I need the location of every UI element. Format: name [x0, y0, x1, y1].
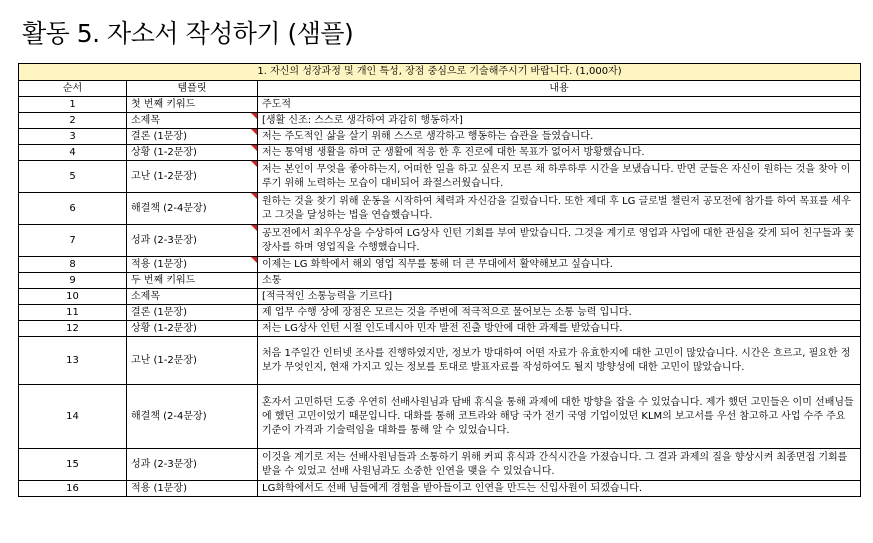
- row-content: 혼자서 고민하던 도중 우연히 선배사원님과 담배 휴식을 통해 과제에 대한 방향을 잡을 수 있었습니다. 제가 했던 고민들은 이미 선배님들에 했던 고민이었기 때문입니다. 대화를 통해 코트라와 해당 국가 전기 국영 기업이었던 KLM의 보고서를 우선 참고하고 사업 수주 주요 기준이 가격과 기술력임을 대화를 통해 알 수 있었습니다.: [258, 385, 861, 449]
- row-number: 2: [19, 113, 127, 129]
- row-template: 두 번째 키워드: [131, 274, 196, 286]
- row-template: 소제목: [131, 114, 160, 126]
- row-content: 저는 본인이 무엇을 좋아하는지, 어떠한 일을 하고 싶은지 모른 채 하루하루 시간을 보냈습니다. 반면 군들은 자신이 원하는 것을 찾아 이루기 위해 노력하는 모습이 대비되어 좌절스러웠습니다.: [258, 161, 861, 193]
- table-row: [19, 97, 861, 113]
- header-row: [19, 81, 861, 97]
- row-template-cell: [127, 273, 258, 289]
- row-number: 10: [19, 289, 127, 305]
- row-content: 제 업무 수행 상에 장점은 모르는 것을 주변에 적극적으로 물어보는 소통 능력 입니다.: [258, 305, 861, 321]
- table-body: [19, 97, 861, 497]
- comment-flag-icon[interactable]: [251, 113, 257, 119]
- row-content: 저는 주도적인 삶을 살기 위해 스스로 생각하고 행동하는 습관을 들였습니다.: [258, 129, 861, 145]
- row-number: 13: [19, 337, 127, 385]
- row-template: 상황 (1-2문장): [131, 146, 197, 158]
- row-number: 6: [19, 193, 127, 225]
- row-template-cell: [127, 225, 258, 257]
- row-template: 고난 (1-2문장): [131, 170, 197, 182]
- row-template: 상황 (1-2문장): [131, 322, 197, 334]
- row-number: 8: [19, 257, 127, 273]
- row-number: 1: [19, 97, 127, 113]
- table-row: [19, 193, 861, 225]
- row-number: 5: [19, 161, 127, 193]
- row-template: 적용 (1문장): [131, 258, 187, 270]
- row-number: 16: [19, 481, 127, 497]
- header-template: 템플릿: [127, 81, 258, 97]
- row-content: 원하는 것을 찾기 위해 운동을 시작하여 체력과 자신감을 길렀습니다. 또한 제대 후 LG 글로벌 챌린저 공모전에 참가를 하여 목표를 세우고 그것을 달성하는 법을 연습했습니다.: [258, 193, 861, 225]
- row-content: 이제는 LG 화학에서 해외 영업 직무를 통해 더 큰 무대에서 활약해보고 싶습니다.: [258, 257, 861, 273]
- row-number: 15: [19, 449, 127, 481]
- table-row: [19, 385, 861, 449]
- table-row: [19, 273, 861, 289]
- table-row: [19, 481, 861, 497]
- table-row: [19, 321, 861, 337]
- row-template-cell: [127, 337, 258, 385]
- row-content: 소통: [258, 273, 861, 289]
- row-template: 적용 (1문장): [131, 482, 187, 494]
- table-row: [19, 129, 861, 145]
- row-content: 저는 통역병 생활을 하며 군 생활에 적응 한 후 진로에 대한 목표가 없어서 방황했습니다.: [258, 145, 861, 161]
- table-row: [19, 257, 861, 273]
- question-title: 1. 자신의 성장과정 및 개인 특성, 장점 중심으로 기술해주시기 바랍니다. (1,000자): [19, 64, 861, 81]
- row-template: 성과 (2-3문장): [131, 458, 197, 470]
- row-number: 4: [19, 145, 127, 161]
- essay-template-table: [18, 63, 861, 497]
- table-row: [19, 337, 861, 385]
- row-template: 결론 (1문장): [131, 130, 187, 142]
- table-row: [19, 449, 861, 481]
- row-template: 성과 (2-3문장): [131, 234, 197, 246]
- row-template-cell: [127, 257, 258, 273]
- table-row: [19, 225, 861, 257]
- table-row: [19, 289, 861, 305]
- header-content: 내용: [258, 81, 861, 97]
- page-title: 활동 5. 자소서 작성하기 (샘플): [22, 19, 354, 48]
- row-template-cell: [127, 113, 258, 129]
- row-content: LG화학에서도 선배 님들에게 경험을 받아들이고 인연을 만드는 신입사원이 되겠습니다.: [258, 481, 861, 497]
- row-content: 처음 1주일간 인터넷 조사를 진행하였지만, 정보가 방대하여 어떤 자료가 유효한지에 대한 고민이 많았습니다. 시간은 흐르고, 필요한 정보가 무엇인지, 현재 가지고 있는 정보를 토대로 발표자료를 작성하여도 될지 방향성에 대한 고민이 많았습니다.: [258, 337, 861, 385]
- row-content: [적극적인 소통능력을 기르다]: [258, 289, 861, 305]
- row-template: 고난 (1-2문장): [131, 354, 197, 366]
- row-template: 소제목: [131, 290, 160, 302]
- row-template-cell: [127, 161, 258, 193]
- row-number: 11: [19, 305, 127, 321]
- header-no: 순서: [19, 81, 127, 97]
- row-template-cell: [127, 481, 258, 497]
- row-template-cell: [127, 321, 258, 337]
- row-content: 공모전에서 최우우상을 수상하여 LG상사 인턴 기회를 부여 받았습니다. 그것을 계기로 영업과 사업에 대한 관심을 갖게 되어 친구들과 꽃 장사를 하며 영업직을 수행했습니다.: [258, 225, 861, 257]
- comment-flag-icon[interactable]: [251, 225, 257, 231]
- row-content: [생활 신조: 스스로 생각하여 과감히 행동하자]: [258, 113, 861, 129]
- row-template: 첫 번째 키워드: [131, 98, 196, 110]
- row-template-cell: [127, 289, 258, 305]
- comment-flag-icon[interactable]: [251, 129, 257, 135]
- row-number: 14: [19, 385, 127, 449]
- row-template-cell: [127, 129, 258, 145]
- row-template-cell: [127, 193, 258, 225]
- row-number: 3: [19, 129, 127, 145]
- row-template-cell: [127, 97, 258, 113]
- comment-flag-icon[interactable]: [251, 145, 257, 151]
- row-template: 해결책 (2-4문장): [131, 202, 207, 214]
- row-number: 7: [19, 225, 127, 257]
- comment-flag-icon[interactable]: [251, 257, 257, 263]
- comment-flag-icon[interactable]: [251, 193, 257, 199]
- row-template-cell: [127, 305, 258, 321]
- row-template-cell: [127, 449, 258, 481]
- table-row: [19, 145, 861, 161]
- table-row: [19, 113, 861, 129]
- row-template: 해결책 (2-4문장): [131, 410, 207, 422]
- comment-flag-icon[interactable]: [251, 161, 257, 167]
- row-content: 저는 LG상사 인턴 시절 인도네시아 민자 발전 진출 방안에 대한 과제를 받았습니다.: [258, 321, 861, 337]
- row-number: 9: [19, 273, 127, 289]
- row-template-cell: [127, 145, 258, 161]
- row-template: 결론 (1문장): [131, 306, 187, 318]
- row-number: 12: [19, 321, 127, 337]
- row-content: 이것을 계기로 저는 선배사원님들과 소통하기 위해 커피 휴식과 간식시간을 가졌습니다. 그 결과 과제의 질을 향상시켜 최종면접 기회를 받을 수 있었고 선배 사원님과도 소중한 인연을 맺을 수 있었습니다.: [258, 449, 861, 481]
- table-row: [19, 161, 861, 193]
- row-template-cell: [127, 385, 258, 449]
- question-row: [19, 64, 861, 81]
- row-content: 주도적: [258, 97, 861, 113]
- table-row: [19, 305, 861, 321]
